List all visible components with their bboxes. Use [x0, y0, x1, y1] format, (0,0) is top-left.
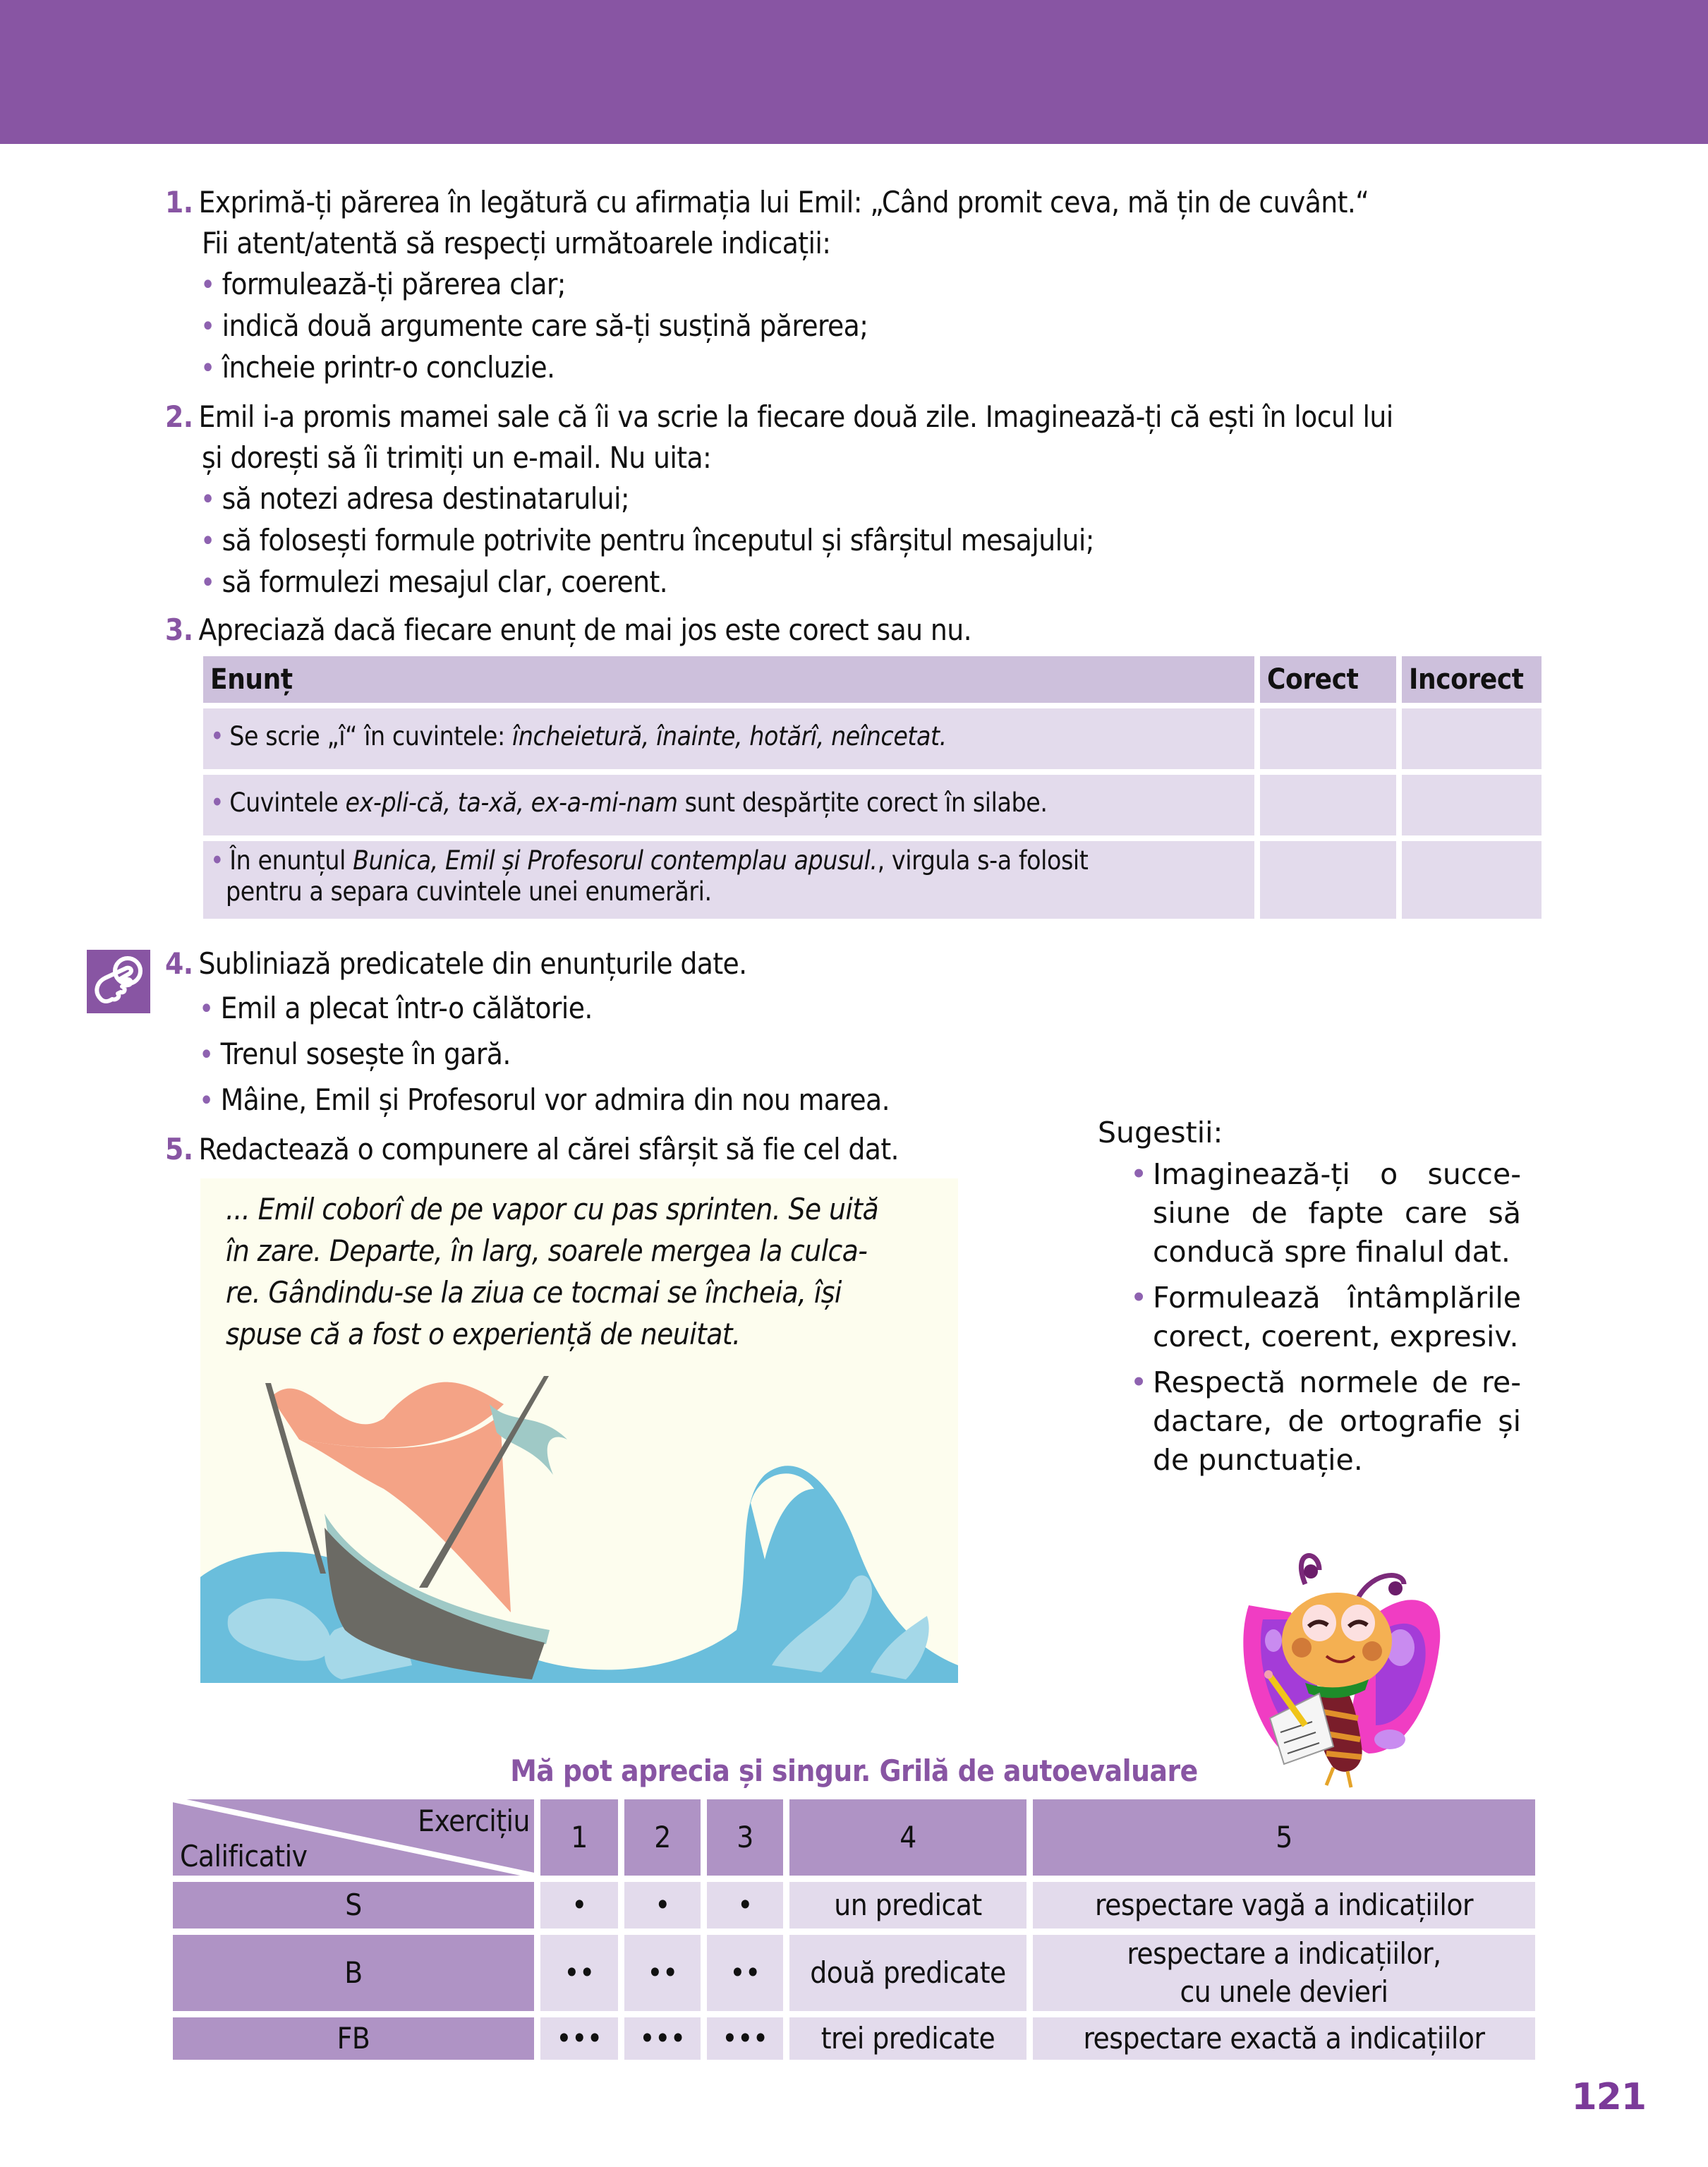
incorrect-answer-cell[interactable]: [1402, 708, 1542, 769]
exercise-number: 1.: [165, 185, 193, 219]
table-row: [203, 841, 1542, 919]
grid-cell: •: [624, 1882, 701, 1928]
suggestions-panel: [1098, 1113, 1521, 1487]
exercise-3: [165, 610, 971, 651]
grid-row-b: [173, 1935, 1535, 2011]
grid-cell: respectare exactă a indicațiilor: [1033, 2017, 1535, 2060]
grid-cell: trei predicate: [789, 2017, 1026, 2060]
suggestion-item: • Formulează întâmplările corect, coerent, expresiv.: [1130, 1281, 1521, 1353]
suggestion-item: • Respectă normele de re- dactare, de ortografie și de punctuație.: [1130, 1365, 1521, 1477]
self-assessment-title: Mă pot aprecia și singur. Grilă de autoevaluare: [510, 1753, 1198, 1788]
statement-cell: • Cuvintele ex-pli-că, ta-xă, ex-a-mi-nam sunt despărțite corect în silabe.: [203, 775, 1254, 835]
grade-label: B: [173, 1935, 534, 2011]
corner-label-exercise: Exercițiu: [418, 1804, 530, 1838]
grid-cell: două predicate: [789, 1935, 1026, 2011]
correct-answer-cell[interactable]: [1260, 708, 1396, 769]
grid-cell: •••: [707, 2017, 783, 2060]
exercise-number: 3.: [165, 612, 193, 647]
exercise-prompt: Apreciază dacă fiecare enunț de mai jos este corect sau nu.: [198, 612, 971, 647]
grid-cell: respectare a indicațiilor, cu unele devieri: [1033, 1935, 1535, 2011]
grid-header-row: [173, 1799, 1535, 1876]
grid-column-header: 3: [707, 1799, 783, 1876]
exercise-5: [165, 1129, 899, 1170]
grid-column-header: 2: [624, 1799, 701, 1876]
list-item: • indică două argumente care să-ți susțină părerea;: [200, 308, 868, 343]
grid-cell: un predicat: [789, 1882, 1026, 1928]
exercise-subtext: Fii atent/atentă să respecți următoarele indicații:: [202, 226, 831, 260]
grade-label: FB: [173, 2017, 534, 2060]
grid-column-header: 5: [1033, 1799, 1535, 1876]
correct-answer-cell[interactable]: [1260, 841, 1396, 919]
table-row: [203, 775, 1542, 835]
incorrect-answer-cell[interactable]: [1402, 775, 1542, 835]
list-item: • să folosești formule potrivite pentru începutul și sfârșitul mesajului;: [200, 523, 1094, 557]
pointing-hand-icon: [87, 950, 150, 1013]
table-header-row: [203, 656, 1542, 703]
self-assessment-grid: [173, 1799, 1535, 2066]
exercise-1: [165, 182, 1369, 389]
exercise-2: [165, 397, 1393, 603]
story-ending-box: [200, 1178, 958, 1683]
statement-cell: • Se scrie „î“ în cuvintele: încheietură, înainte, hotărî, neîncetat.: [203, 708, 1254, 769]
butterfly-mascot-illustration: [1228, 1542, 1460, 1789]
suggestions-title: Sugestii:: [1098, 1116, 1223, 1149]
page-number: 121: [1571, 2076, 1646, 2118]
exercise-prompt: Emil i-a promis mamei sale că îi va scrie la fiecare două zile. Imaginează-ți că ești în locul lui: [198, 399, 1393, 434]
grid-cell: ••: [624, 1935, 701, 2011]
list-item: • să notezi adresa destinatarului;: [200, 481, 630, 516]
grid-cell: respectare vagă a indicațiilor: [1033, 1882, 1535, 1928]
column-header-statement: Enunț: [203, 656, 1254, 703]
grid-row-s: [173, 1882, 1535, 1928]
grid-cell: ••: [540, 1935, 618, 2011]
list-item[interactable]: • Mâine, Emil și Profesorul vor admira din nou marea.: [199, 1082, 890, 1117]
exercise-prompt: Redactează o compunere al cărei sfârșit să fie cel dat.: [198, 1132, 899, 1166]
exercise-4: [165, 941, 890, 1123]
list-item: • încheie printr-o concluzie.: [200, 350, 555, 385]
correct-answer-cell[interactable]: [1260, 775, 1396, 835]
table-row: [203, 708, 1542, 769]
story-ending-text: ... Emil coborî de pe vapor cu pas sprinten. Se uită în zare. Departe, în larg, soarele mergea la culca- re. Gândindu-se la ziua ce tocmai se încheia, își spuse că a fost o experiență de neuitat.: [226, 1192, 878, 1351]
list-item[interactable]: • Emil a plecat într-o călătorie.: [199, 991, 593, 1025]
corner-label-grade: Calificativ: [180, 1839, 308, 1873]
grid-cell: •: [540, 1882, 618, 1928]
exercise-number: 5.: [165, 1132, 193, 1166]
exercise-number: 4.: [165, 946, 193, 981]
grid-cell: •: [707, 1882, 783, 1928]
list-item: • formulează-ți părerea clar;: [200, 267, 566, 301]
statement-table: [203, 656, 1542, 924]
grid-column-header: 4: [789, 1799, 1026, 1876]
exercise-number: 2.: [165, 399, 193, 434]
grid-corner-cell: [173, 1799, 534, 1876]
suggestion-item: • Imaginează-ți o succe- siune de fapte care să conducă spre finalul dat.: [1130, 1157, 1521, 1269]
exercise-prompt: Exprimă-ți părerea în legătură cu afirmația lui Emil: „Când promit ceva, mă țin de cuvânt.“: [198, 185, 1369, 219]
grade-label: S: [173, 1882, 534, 1928]
grid-column-header: 1: [540, 1799, 618, 1876]
column-header-correct: Corect: [1260, 656, 1396, 703]
grid-cell: •••: [540, 2017, 618, 2060]
exercise-prompt: Subliniază predicatele din enunțurile date.: [198, 946, 747, 981]
exercise-prompt-cont: și dorești să îi trimiți un e-mail. Nu uita:: [202, 440, 712, 475]
list-item: • să formulezi mesajul clar, coerent.: [200, 565, 668, 599]
grid-cell: ••: [707, 1935, 783, 2011]
sailboat-illustration: [200, 1334, 958, 1683]
incorrect-answer-cell[interactable]: [1402, 841, 1542, 919]
grid-row-fb: [173, 2017, 1535, 2060]
grid-cell: •••: [624, 2017, 701, 2060]
list-item[interactable]: • Trenul sosește în gară.: [199, 1037, 511, 1071]
statement-cell: • În enunțul Bunica, Emil și Profesorul contemplau apusul., virgula s-a folosit pentru a separa cuvintele unei enumerări.: [203, 841, 1254, 919]
header-band: [0, 0, 1708, 144]
column-header-incorrect: Incorect: [1402, 656, 1542, 703]
